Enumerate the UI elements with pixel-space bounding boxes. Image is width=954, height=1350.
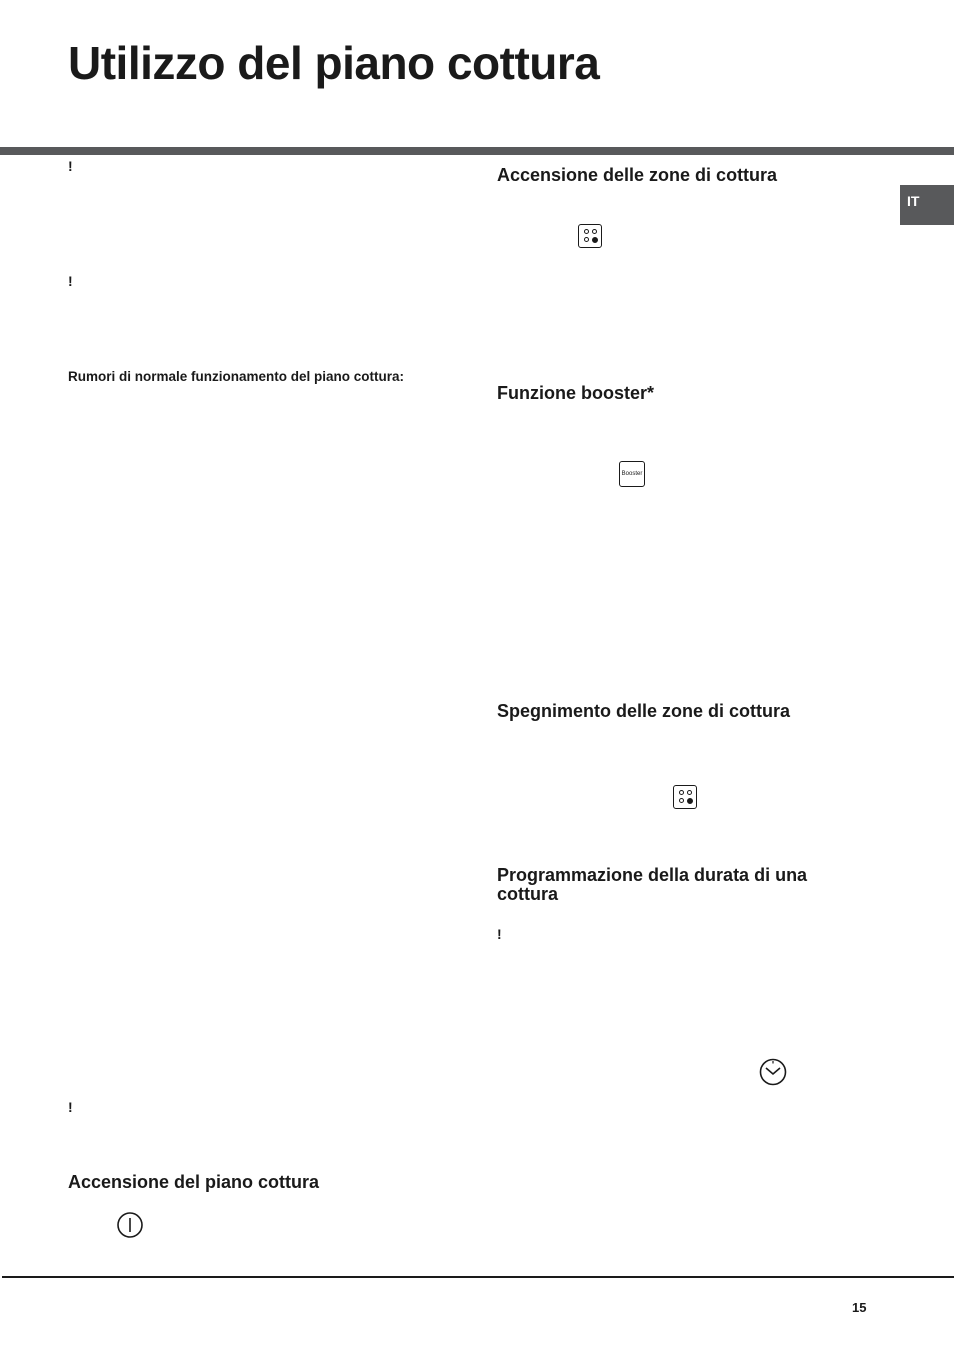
top-divider xyxy=(0,147,954,155)
noises-subheading: Rumori di normale funzionamento del piano cottura: xyxy=(68,369,405,384)
heading-zones-on: Accensione delle zone di cottura xyxy=(497,165,778,185)
page-number: 15 xyxy=(852,1300,867,1315)
cooking-zones-icon xyxy=(578,224,602,248)
power-icon xyxy=(117,1212,143,1238)
heading-programming: Programmazione della durata di una cottura xyxy=(497,865,808,904)
page-title: Utilizzo del piano cottura xyxy=(68,37,600,89)
language-tab: IT xyxy=(900,185,954,225)
clock-icon xyxy=(759,1058,787,1086)
warning-mark-3: ! xyxy=(68,1099,73,1115)
bottom-divider xyxy=(2,1276,954,1278)
heading-power-on: Accensione del piano cottura xyxy=(68,1172,320,1192)
warning-mark-1: ! xyxy=(68,158,73,174)
booster-key-icon: Booster xyxy=(619,461,645,487)
warning-mark-right: ! xyxy=(497,926,502,942)
warning-mark-2: ! xyxy=(68,273,73,289)
cooking-zones-off-icon xyxy=(673,785,697,809)
heading-zones-off: Spegnimento delle zone di cottura xyxy=(497,701,791,721)
heading-booster: Funzione booster* xyxy=(497,383,654,403)
